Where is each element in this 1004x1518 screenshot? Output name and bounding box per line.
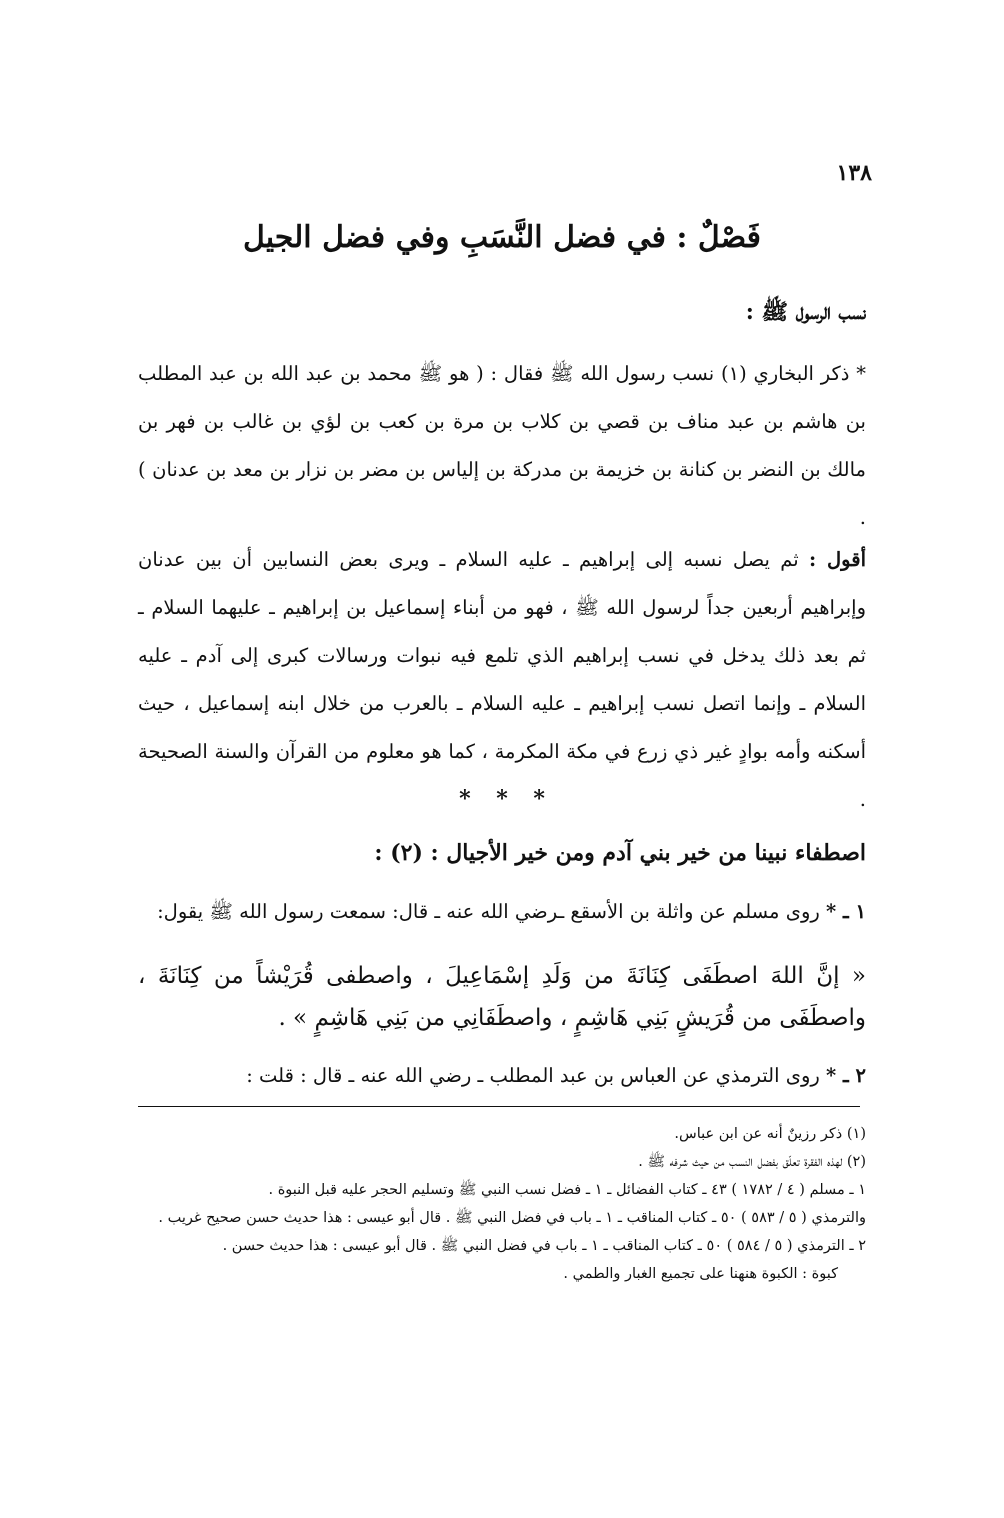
- hadith-item-2: [138, 1060, 866, 1092]
- section-separator: * * *: [459, 786, 545, 812]
- hadith-item-1: [138, 896, 866, 928]
- hadith-quote: « إنَّ اللهَ اصطَفَى كِنَانَةَ من وَلَدِ إسْمَاعِيلَ ، واصطفى قُرَيْشاً من كِنَانَةَ ، واصطَفَى من قُرَيشٍ بَنِي هَاشِمٍ ، واصطَفَانِي من بَنِي هَاشِمٍ » .: [138, 963, 866, 1031]
- hadith-item-2-number: ٢ ـ *: [826, 1064, 866, 1087]
- section-heading-selection: اصطفاء نبينا من خير بني آدم ومن خير الأجيال : (٢) :: [374, 840, 866, 866]
- reference-1-continued: والترمذي ( ٥ / ٥٨٣ ) ٥٠ ـ كتاب المناقب ـ ١ ـ باب في فضل النبي ﷺ . قال أبو عيسى : هذا حديث حسن صحيح غريب .: [158, 1210, 866, 1226]
- page-number: ١٣٨: [836, 160, 872, 186]
- paragraph-bukhari-lineage: * ذكر البخاري (١) نسب رسول الله ﷺ فقال : ( هو ﷺ محمد بن عبد الله بن عبد المطلب بن هاشم بن عبد مناف بن قصي بن كلاب بن مرة بن كعب بن لؤي بن غالب بن فهر بن مالك بن النضر بن كنانة بن خزيمة بن مدركة بن إلياس بن مضر بن نزار بن معد بن عدنان ) .: [138, 362, 866, 529]
- reference-1: ١ ـ مسلم ( ٤ / ١٧٨٢ ) ٤٣ ـ كتاب الفضائل ـ ١ ـ فضل نسب النبي ﷺ وتسليم الحجر عليه قبل النبوة .: [268, 1182, 866, 1198]
- paragraph-author-commentary: [138, 536, 866, 824]
- commentary-label: أقول :: [808, 548, 866, 571]
- footnote-2: (٢) لهذه الفقرة تعلّق بفضل النسب من حيث شرفه ﷺ .: [638, 1154, 866, 1170]
- hadith-item-1-number: ١ ـ *: [826, 900, 866, 923]
- hadith-item-1-text: روى مسلم عن واثلة بن الأسقع ـرضي الله عنه ـ قال: سمعت رسول الله ﷺ يقول:: [157, 900, 820, 923]
- hadith-item-2-text: روى الترمذي عن العباس بن عبد المطلب ـ رضي الله عنه ـ قال : قلت :: [246, 1064, 820, 1087]
- footnote-divider: [138, 1106, 860, 1107]
- footnote-1: (١) ذكر رزينٌ أنه عن ابن عباس.: [674, 1126, 866, 1142]
- glossary-note: كبوة : الكبوة هنهنا على تجميع الغبار والطمي .: [563, 1266, 838, 1282]
- commentary-text: ثم يصل نسبه إلى إبراهيم ـ عليه السلام ـ ويرى بعض النسابين أن بين عدنان وإبراهيم أربعين جداً لرسول الله ﷺ ، فهو من أبناء إسماعيل بن إبراهيم ـ عليهما السلام ـ ثم بعد ذلك يدخل في نسب إبراهيم الذي تلمع فيه نبوات ورسالات كبرى إلى آدم ـ عليه السلام ـ وإنما اتصل نسب إبراهيم ـ عليه السلام ـ بالعرب من خلال ابنه إسماعيل ، حيث أسكنه وأمه بوادٍ غير ذي زرع في مكة المكرمة ، كما هو معلوم من القرآن والسنة الصحيحة .: [138, 548, 866, 811]
- reference-2: ٢ ـ الترمذي ( ٥ / ٥٨٤ ) ٥٠ ـ كتاب المناقب ـ ١ ـ باب في فضل النبي ﷺ . قال أبو عيسى : هذا حديث حسن .: [222, 1238, 866, 1254]
- chapter-title: فَصْلٌ : في فضل النَّسَبِ وفي فضل الجيل: [243, 220, 761, 255]
- section-heading-prophet-lineage: نسب الرسول ﷺ :: [745, 299, 866, 325]
- footnotes: [138, 1120, 866, 1288]
